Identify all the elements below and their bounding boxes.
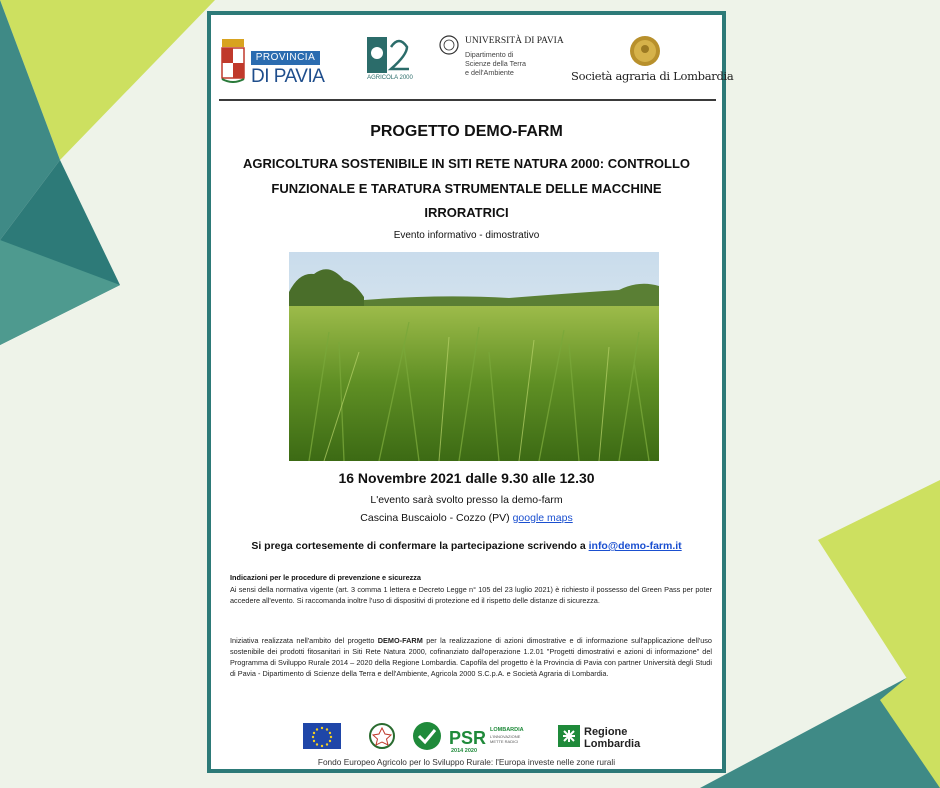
flyer xyxy=(207,11,734,773)
regione-label-2: Lombardia xyxy=(584,738,641,750)
event-type: Evento informativo - dimostrativo xyxy=(393,230,540,241)
rice-field-photo xyxy=(289,252,659,461)
university-department: Dipartimento di Scienze della Terra e dell'Ambiente xyxy=(465,50,526,77)
psr-tagline-2: METTE RADICI xyxy=(490,739,519,744)
provincia-line2: DI PAVIA xyxy=(251,66,325,87)
agricola-2000-logo xyxy=(365,33,415,85)
psr-label: PSR xyxy=(449,728,487,748)
provincia-crest-icon xyxy=(219,39,247,83)
fund-statement: Fondo Europeo Agricolo per lo Sviluppo Rurale: l'Europa investe nelle zone rurali xyxy=(317,757,616,767)
initiative-paragraph: Iniziativa realizzata nell'ambito del progetto DEMO-FARM per la realizzazione di azioni dimostrative e di informazione sull'applicazione dell'uso sostenibile dei prodotti fitosanitari in Siti Rete Natura 2000, cofinanziato dall'operazione 1.2.01 "Progetti dimostrativi e azioni di informazione" del Programma di Sviluppo Rurale 2014 – 2020 della Regione Lombardia. Capofila del progetto è la Provincia di Pavia con partner Università degli Studi di Pavia - Dipartimento di Scienze della Terra e dell'Ambiente, Agricola 2000 S.C.p.A. e Società Agraria di Lombardia. xyxy=(230,636,712,678)
psr-leaf-icon xyxy=(413,722,441,750)
gold-medal-icon xyxy=(629,35,661,67)
psr-region: LOMBARDIA xyxy=(490,727,524,733)
regione-lombardia-icon xyxy=(558,725,580,747)
regione-label-1: Regione xyxy=(584,726,628,738)
societa-name: Società agraria di Lombardia xyxy=(571,69,734,83)
subtitle-line: FUNZIONALE E TARATURA STRUMENTALE DELLE MACCHINE xyxy=(271,180,662,196)
university-name: UNIVERSITÀ DI PAVIA xyxy=(465,36,564,46)
event-date: 16 Novembre 2021 dalle 9.30 alle 12.30 xyxy=(338,470,595,486)
safety-heading: Indicazioni per le procedure di prevenzione e sicurezza xyxy=(230,573,421,582)
header-divider xyxy=(219,99,716,101)
project-name: DEMO-FARM xyxy=(377,636,423,645)
psr-tagline-1: L'INNOVAZIONE xyxy=(490,734,521,739)
confirm-text: Si prega cortesemente di confermare la partecipazione scrivendo a xyxy=(251,540,586,552)
email-link[interactable]: info@demo-farm.it xyxy=(588,540,682,552)
logo-bar xyxy=(219,33,734,93)
event-address xyxy=(211,512,722,524)
agricola-mark-icon xyxy=(365,33,415,75)
eu-flag-icon xyxy=(303,723,341,749)
safety-body: Ai sensi della normativa vigente (art. 3 comma 1 lettera e Decreto Legge n° 105 del 23 luglio 2021) è richiesto il possesso del Green Pass per poter accedere all'evento. Si raccomanda inoltre l'uso di dispositivi di protezione ed il rispetto delle distanze di sicurezza. xyxy=(230,585,712,605)
funding-logos xyxy=(291,721,671,753)
confirm-message xyxy=(211,540,722,552)
subtitle-line: IRRORATRICI xyxy=(424,205,509,220)
google-maps-link[interactable]: google maps xyxy=(512,512,573,524)
project-subtitle xyxy=(211,152,722,226)
university-seal-icon xyxy=(439,35,459,55)
provincia-line1: PROVINCIA xyxy=(251,51,320,65)
project-title: PROGETTO DEMO-FARM xyxy=(370,123,563,140)
psr-years: 2014 2020 xyxy=(451,748,477,753)
event-location-line: L'evento sarà svolto presso la demo-farm xyxy=(370,494,563,506)
italian-republic-emblem-icon xyxy=(370,724,394,748)
address-text: Cascina Buscaiolo - Cozzo (PV) xyxy=(360,512,510,524)
subtitle-line: AGRICOLTURA SOSTENIBILE IN SITI RETE NATURA 2000: CONTROLLO xyxy=(242,156,691,171)
agricola-label: AGRICOLA 2000 xyxy=(367,75,413,81)
